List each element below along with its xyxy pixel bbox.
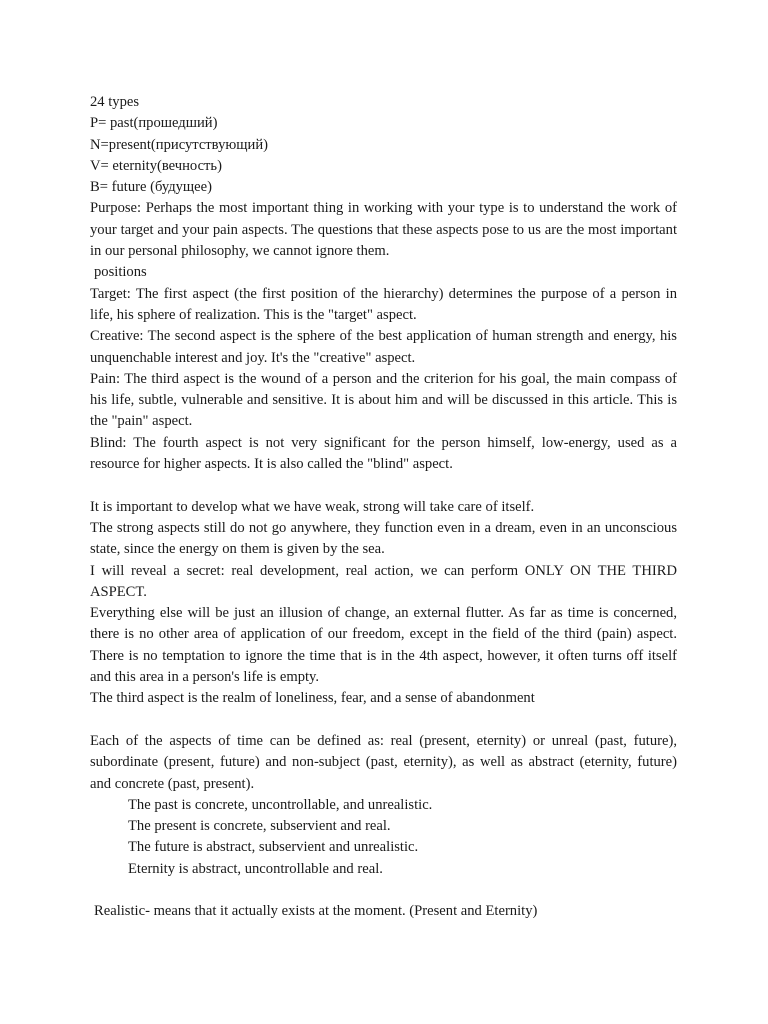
blank-line	[90, 475, 677, 496]
development-paragraph-3: I will reveal a secret: real development, real action, we can perform ONLY ON THE THIRD ASPECT.	[90, 562, 677, 600]
definition-item-future: The future is abstract, subservient and unrealistic.	[128, 839, 419, 856]
creative-paragraph: Creative: The second aspect is the sphere of the best application of human strength and energy, his unquenchable interest and joy. It's the "creative" aspect.	[90, 328, 677, 366]
target-paragraph: Target: The first aspect (the first position of the hierarchy) determines the purpose of a person in life, his sphere of realization. This is the "target" aspect.	[90, 285, 677, 323]
definition-item-past: The past is concrete, uncontrollable, and unrealistic.	[128, 796, 433, 813]
definition-item-eternity: Eternity is abstract, uncontrollable and real.	[128, 860, 383, 877]
blind-paragraph: Blind: The fourth aspect is not very significant for the person himself, low-energy, used as a resource for higher aspects. It is also called the "blind" aspect.	[90, 434, 677, 473]
realistic-paragraph: Realistic- means that it actually exists at the moment. (Present and Eternity)	[94, 903, 538, 920]
development-paragraph-4: Everything else will be just an illusion of change, an external flutter. As far as time is concerned, there is no other area of application of our freedom, except in the field of the third (pain) aspect. There is no temptation to ignore the time that is in the 4th aspect, however, it often turns off itself and this area in a person's life is empty.	[90, 605, 677, 686]
future-definition: B= future (будущее)	[90, 179, 212, 196]
blank-line	[90, 710, 677, 731]
document-page	[90, 92, 677, 923]
eternity-definition: V= eternity(вечность)	[90, 157, 222, 174]
development-paragraph-1: It is important to develop what we have weak, strong will take care of itself.	[90, 498, 535, 515]
positions-heading: positions	[94, 264, 147, 281]
pain-paragraph: Pain: The third aspect is the wound of a person and the criterion for his goal, the main compass of his life, subtle, vulnerable and sensitive. It is about him and will be discussed in this article. This is the "pain" aspect.	[90, 370, 677, 430]
development-paragraph-2: The strong aspects still do not go anywhere, they function even in a dream, even in an unconscious state, since the energy on them is given by the sea.	[90, 519, 677, 558]
past-definition: P= past(прошедший)	[90, 115, 218, 132]
purpose-paragraph: Purpose: Perhaps the most important thing in working with your type is to understand the work of your target and your pain aspects. The questions that these aspects pose to us are the most important in our personal philosophy, we cannot ignore them.	[90, 200, 677, 260]
types-heading: 24 types	[90, 94, 140, 110]
present-definition: N=present(присутствующий)	[90, 136, 268, 153]
development-paragraph-5: The third aspect is the realm of loneliness, fear, and a sense of abandonment	[90, 690, 535, 707]
definitions-intro: Each of the aspects of time can be defined as: real (present, eternity) or unreal (past, future), subordinate (present, future) and non-subject (past, eternity), as well as abstract (eternity, future) and concrete (past, present).	[90, 732, 677, 792]
blank-line	[90, 880, 677, 901]
definition-item-present: The present is concrete, subservient and real.	[128, 818, 391, 835]
